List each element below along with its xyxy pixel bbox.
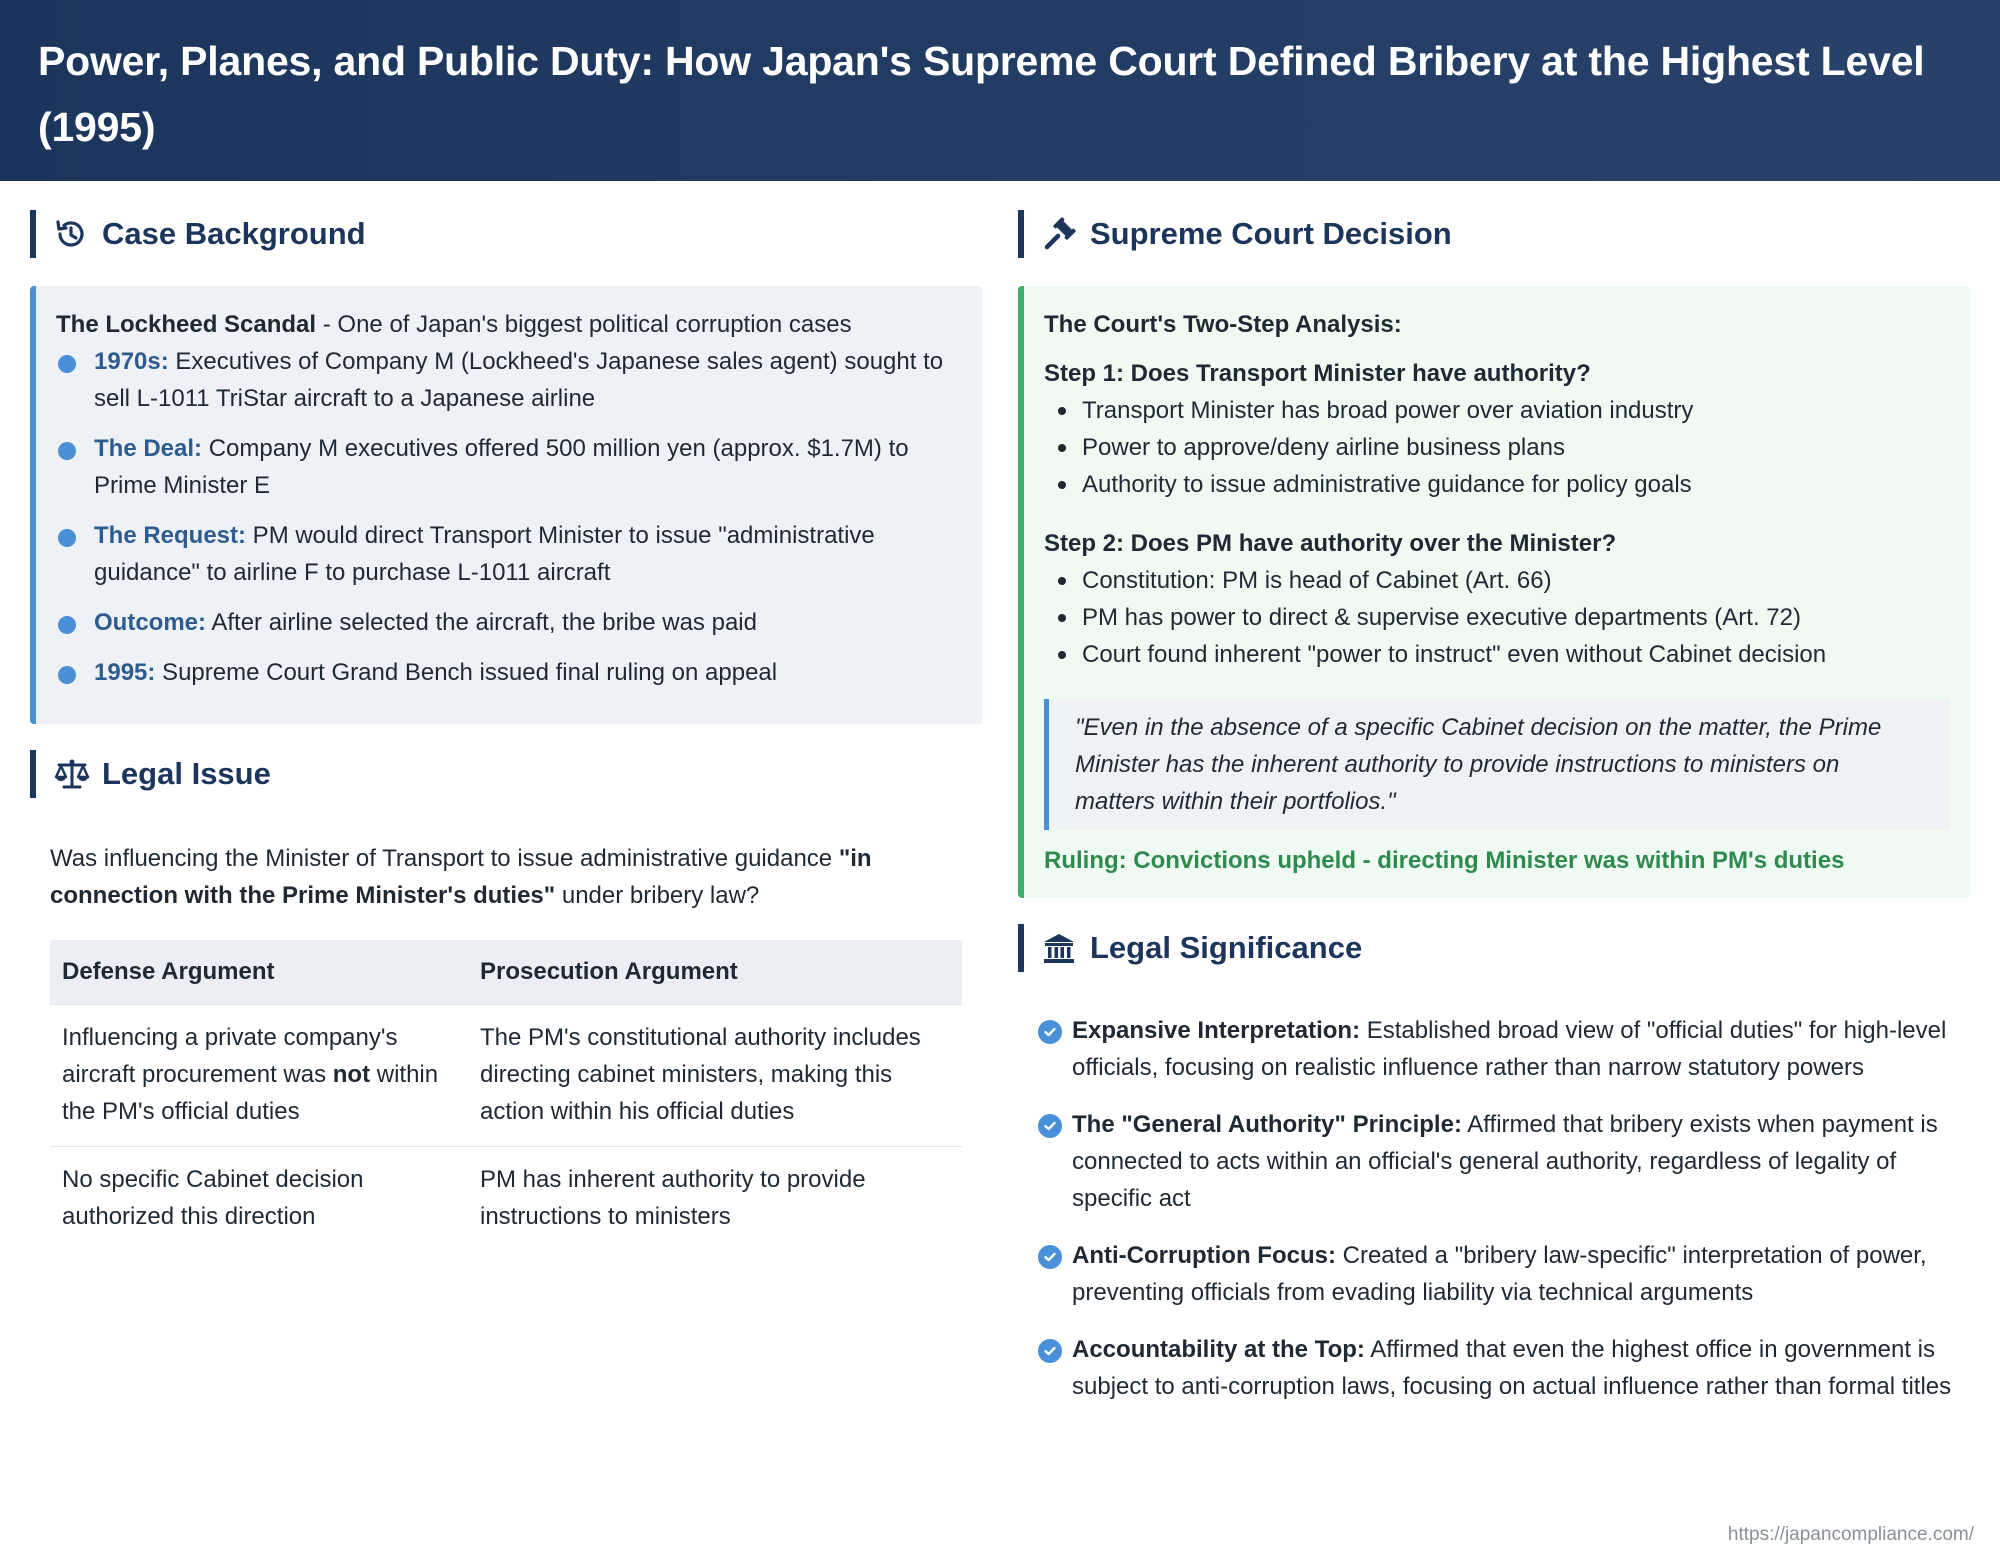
footer-url: https://japancompliance.com/ xyxy=(1727,1524,1974,1545)
list-item xyxy=(1038,1331,1970,1405)
cell-text: Influencing a private company's aircraft procurement was xyxy=(62,1023,398,1088)
item-label: The "General Authority" Principle: xyxy=(1072,1111,1462,1138)
institution-icon xyxy=(1042,931,1076,965)
page-header xyxy=(0,0,2000,181)
issue-text-pre: Was influencing the Minister of Transport to issue administrative guidance xyxy=(50,845,839,872)
list-item: PM has power to direct & supervise executive departments (Art. 72) xyxy=(1044,599,1950,636)
timeline-text: Supreme Court Grand Bench issued final ruling on appeal xyxy=(155,659,778,686)
ruling-text: Ruling: Convictions upheld - directing Minister was within PM's duties xyxy=(1044,847,1845,874)
timeline-label: Outcome: xyxy=(94,609,207,636)
scale-icon xyxy=(54,757,88,791)
section-title: Legal Issue xyxy=(102,756,271,791)
bullet-dot-icon xyxy=(58,529,76,547)
timeline-label: 1970s: xyxy=(94,348,169,375)
left-column xyxy=(30,210,982,1251)
table-row xyxy=(50,1004,962,1146)
item-label: Expansive Interpretation: xyxy=(1072,1017,1361,1044)
significance-list xyxy=(1018,1012,1970,1405)
check-circle-icon xyxy=(1038,1339,1062,1363)
timeline-label: 1995: xyxy=(94,659,156,686)
item-text: Established broad view of "official duties" for high-level officials, focusing on realistic influence rather than narrow statutory powers xyxy=(1072,1017,1947,1081)
history-icon xyxy=(54,217,88,251)
bullet-dot-icon xyxy=(58,355,76,373)
case-background-box xyxy=(30,286,982,724)
table-row xyxy=(50,1146,962,1251)
step2-title: Step 2: Does PM have authority over the Minister? xyxy=(1044,530,1617,557)
timeline-text: Company M executives offered 500 million yen (approx. $1.7M) to Prime Minister E xyxy=(94,435,909,499)
legal-issue-heading xyxy=(30,750,982,798)
table-header-row xyxy=(50,940,962,1004)
list-item: Constitution: PM is head of Cabinet (Art. 66) xyxy=(1044,562,1950,599)
bullet-dot-icon xyxy=(58,616,76,634)
defense-cell xyxy=(50,1004,468,1146)
defense-cell: No specific Cabinet decision authorized this direction xyxy=(50,1146,468,1251)
timeline-item xyxy=(56,604,958,641)
prosecution-header: Prosecution Argument xyxy=(468,940,962,1004)
page-title: Power, Planes, and Public Duty: How Japan's Supreme Court Defined Bribery at the Highest Level (1995) xyxy=(38,38,1925,150)
analysis-title: The Court's Two-Step Analysis: xyxy=(1044,311,1402,338)
list-item xyxy=(1038,1012,1970,1086)
prosecution-cell: The PM's constitutional authority includes directing cabinet ministers, making this action within his official duties xyxy=(468,1004,962,1146)
case-background-heading xyxy=(30,210,982,258)
item-text: Created a "bribery law-specific" interpretation of power, preventing officials from evading liability via technical arguments xyxy=(1072,1242,1927,1306)
list-item: Authority to issue administrative guidance for policy goals xyxy=(1044,466,1950,503)
right-column xyxy=(1018,210,1970,1425)
decision-heading xyxy=(1018,210,1970,258)
arguments-table xyxy=(50,940,962,1251)
prosecution-cell: PM has inherent authority to provide instructions to ministers xyxy=(468,1146,962,1251)
timeline-text: After airline selected the aircraft, the bribe was paid xyxy=(206,609,757,636)
court-quote: "Even in the absence of a specific Cabinet decision on the matter, the Prime Minister has the inherent authority to provide instructions to ministers on matters within their portfolios." xyxy=(1044,699,1950,830)
step1-list xyxy=(1044,392,1950,503)
timeline-list xyxy=(56,343,958,691)
significance-heading xyxy=(1018,924,1970,972)
check-circle-icon xyxy=(1038,1245,1062,1269)
issue-text-post: under bribery law? xyxy=(555,882,760,909)
timeline-item xyxy=(56,654,958,691)
bullet-dot-icon xyxy=(58,666,76,684)
list-item xyxy=(1038,1237,1970,1311)
list-item xyxy=(1038,1106,1970,1217)
timeline-text: PM would direct Transport Minister to issue "administrative guidance" to airline F to purchase L-1011 aircraft xyxy=(94,522,875,586)
bullet-dot-icon xyxy=(58,442,76,460)
issue-text-bold: "in connection with the Prime Minister's duties" xyxy=(50,845,872,909)
step1-title: Step 1: Does Transport Minister have authority? xyxy=(1044,360,1591,387)
list-item: Power to approve/deny airline business plans xyxy=(1044,429,1950,466)
item-text: Affirmed that even the highest office in government is subject to anti-corruption laws, focusing on actual influence rather than formal titles xyxy=(1072,1336,1952,1400)
cell-bold: not xyxy=(332,1060,371,1088)
section-title: Legal Significance xyxy=(1090,930,1363,965)
intro-bold: The Lockheed Scandal xyxy=(56,311,317,338)
item-label: Accountability at the Top: xyxy=(1072,1336,1365,1363)
timeline-item xyxy=(56,343,958,417)
legal-issue-question xyxy=(30,840,982,914)
section-title: Case Background xyxy=(102,216,366,251)
decision-box xyxy=(1018,286,1970,898)
gavel-icon xyxy=(1042,217,1076,251)
item-label: Anti-Corruption Focus: xyxy=(1072,1242,1336,1269)
intro-rest: - One of Japan's biggest political corruption cases xyxy=(316,311,852,338)
timeline-text: Executives of Company M (Lockheed's Japanese sales agent) sought to sell L-1011 TriStar aircraft to a Japanese airline xyxy=(94,348,944,412)
timeline-label: The Deal: xyxy=(94,435,203,462)
list-item: Court found inherent "power to instruct" even without Cabinet decision xyxy=(1044,636,1950,673)
check-circle-icon xyxy=(1038,1114,1062,1138)
item-text: Affirmed that bribery exists when payment is connected to acts within an official's general authority, regardless of legality of specific act xyxy=(1072,1111,1938,1212)
timeline-item xyxy=(56,517,958,591)
background-intro xyxy=(56,306,958,343)
section-title: Supreme Court Decision xyxy=(1090,216,1452,251)
cell-text: within the PM's official duties xyxy=(62,1060,439,1125)
timeline-label: The Request: xyxy=(94,522,247,549)
list-item: Transport Minister has broad power over aviation industry xyxy=(1044,392,1950,429)
check-circle-icon xyxy=(1038,1020,1062,1044)
timeline-item xyxy=(56,430,958,504)
step2-list xyxy=(1044,562,1950,673)
defense-header: Defense Argument xyxy=(50,940,468,1004)
